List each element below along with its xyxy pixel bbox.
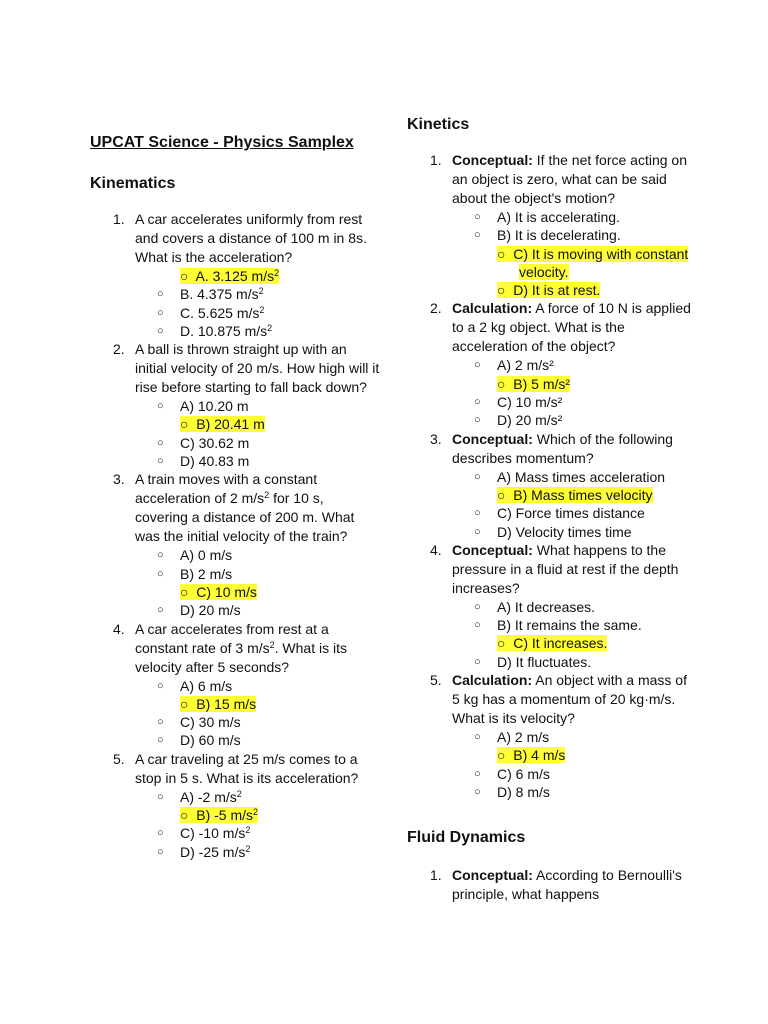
bullet-icon: ○: [497, 486, 506, 503]
bullet-icon: ○: [497, 282, 506, 299]
bullet-icon: ○: [474, 731, 481, 744]
option-item: [452, 653, 697, 671]
option-text: C) Force times distance: [497, 505, 645, 522]
question-item: [90, 750, 380, 861]
question-number: 3.: [113, 471, 125, 488]
option-item: [452, 468, 697, 486]
option-text: C. 5.625 m/s: [180, 304, 260, 321]
bullet-icon: ○: [157, 455, 164, 468]
bullet-icon: ○: [180, 268, 189, 284]
option-text: D) 20 m/s: [180, 602, 241, 619]
option-item: [135, 677, 380, 695]
option-item: [135, 713, 380, 731]
option-text: B) 5 m/s²: [513, 375, 571, 392]
option-text: D) It fluctuates.: [497, 653, 592, 670]
option-item: [452, 746, 697, 764]
option-list: [135, 546, 380, 619]
option-text: C) It is moving with constant velocity.: [513, 245, 689, 280]
question-text: A car traveling at 25 m/s comes to a stop in 5 s. What is its acceleration?: [135, 750, 359, 786]
option-item: [135, 788, 380, 806]
bullet-icon: ○: [474, 414, 481, 427]
option-item: [452, 523, 697, 541]
option-item: [135, 565, 380, 583]
option-item: [452, 783, 697, 801]
bullet-icon: ○: [474, 767, 481, 780]
question-item: [90, 210, 380, 340]
option-text: A) 2 m/s²: [497, 357, 554, 374]
bullet-icon: ○: [180, 583, 189, 600]
option-list: [452, 728, 697, 801]
option-text: C) 30 m/s: [180, 714, 241, 731]
option-text: D) 40.83 m: [180, 453, 250, 470]
option-item: [135, 415, 380, 433]
question-text: Conceptual: If the net force acting on an object is zero, what can be said about the object's motion?: [452, 152, 687, 206]
question-text: A ball is thrown straight up with an initial velocity of 20 m/s. How high will it rise before starting to fall back down?: [135, 341, 380, 396]
bullet-icon: ○: [157, 436, 164, 449]
bullet-icon: ○: [180, 807, 189, 824]
option-text: B) It remains the same.: [497, 617, 642, 634]
option-text: A) 6 m/s: [180, 677, 233, 694]
question-number: 1.: [430, 867, 442, 883]
option-text: C) 30.62 m: [180, 434, 250, 451]
option-item: [452, 393, 697, 411]
option-text: A) 2 m/s: [497, 729, 550, 746]
option-text: C) It increases.: [513, 635, 608, 652]
question-type-label: Calculation:: [452, 300, 533, 317]
question-number: 1.: [430, 152, 442, 168]
option-text: A) 0 m/s: [180, 547, 233, 564]
bullet-icon: ○: [157, 790, 164, 803]
question-text: Calculation: A force of 10 N is applied to a 2 kg object. What is the acceleration of the object?: [452, 300, 691, 355]
bullet-icon: ○: [474, 619, 481, 632]
bullet-icon: ○: [474, 211, 481, 223]
option-text: D) It is at rest.: [513, 282, 601, 299]
question-text: Conceptual: According to Bernoulli's principle, what happens: [452, 867, 682, 902]
option-list: [452, 598, 697, 671]
option-text: D) Velocity times time: [497, 523, 632, 540]
option-text: C) 10 m/s: [196, 583, 257, 600]
question-item: [407, 671, 697, 801]
option-text: A) Mass times acceleration: [497, 468, 666, 485]
question-type-label: Conceptual:: [452, 541, 533, 558]
option-text: B) -5 m/s: [196, 807, 254, 824]
option-list: [452, 208, 697, 299]
option-list: [452, 356, 697, 429]
option-item: [135, 452, 380, 470]
fluid-dynamics-question-list: [407, 866, 697, 904]
question-item: [90, 340, 380, 470]
option-text: C) 10 m/s²: [497, 394, 563, 411]
kinetics-question-list: [407, 151, 697, 801]
question-item: [407, 430, 697, 541]
bullet-icon: ○: [180, 695, 189, 712]
bullet-icon: ○: [497, 635, 506, 652]
bullet-icon: ○: [497, 747, 506, 764]
option-item: [135, 546, 380, 564]
question-item: [90, 620, 380, 750]
bullet-icon: ○: [157, 306, 164, 319]
option-item: [135, 843, 380, 861]
bullet-icon: ○: [474, 359, 481, 372]
bullet-icon: ○: [497, 375, 506, 392]
option-item: [452, 208, 697, 226]
option-item: [452, 728, 697, 746]
option-text: A) -2 m/s: [180, 788, 237, 805]
question-item: [407, 299, 697, 429]
question-item: [407, 151, 697, 299]
question-number: 5.: [113, 750, 125, 767]
option-text: B) 15 m/s: [196, 695, 257, 712]
question-item: [90, 470, 380, 619]
option-item: [452, 486, 697, 504]
question-text: A car accelerates uniformly from rest and covers a distance of 100 m in 8s. What is the acceleration?: [135, 211, 367, 265]
option-item: [135, 434, 380, 452]
option-text: D) 60 m/s: [180, 732, 241, 749]
option-item: [135, 267, 380, 285]
option-item: [135, 583, 380, 601]
option-list: [135, 677, 380, 750]
option-sup: 2: [267, 322, 273, 333]
option-item: [452, 226, 697, 244]
bullet-icon: ○: [157, 604, 164, 617]
question-number: 3.: [430, 430, 442, 447]
option-text: D) 20 m/s²: [497, 412, 563, 429]
option-item: [452, 598, 697, 616]
bullet-icon: ○: [157, 567, 164, 580]
option-sup: 2: [258, 286, 264, 297]
option-text: C) -10 m/s: [180, 825, 246, 842]
option-sup: 2: [259, 304, 265, 315]
option-item: [452, 504, 697, 522]
question-number: 4.: [113, 620, 125, 637]
question-number: 2.: [430, 300, 442, 317]
question-type-label: Conceptual:: [452, 152, 533, 168]
document-title: UPCAT Science - Physics Samplex: [90, 134, 354, 151]
option-text: C) 6 m/s: [497, 765, 550, 782]
option-sup: 2: [245, 843, 251, 854]
option-text: D. 10.875 m/s: [180, 322, 268, 339]
option-item: [135, 397, 380, 415]
option-text: B) 20.41 m: [196, 416, 265, 433]
option-item: [452, 375, 697, 393]
bullet-icon: ○: [157, 679, 164, 692]
option-sup: 2: [253, 807, 259, 818]
option-item: [452, 616, 697, 634]
bullet-icon: ○: [157, 734, 164, 747]
question-number: 1.: [113, 211, 125, 227]
bullet-icon: ○: [157, 400, 164, 413]
bullet-icon: ○: [157, 288, 164, 301]
option-item: [135, 731, 380, 749]
bullet-icon: ○: [157, 845, 164, 858]
option-item: [135, 285, 380, 303]
section-heading-fluid-dynamics: Fluid Dynamics: [407, 829, 526, 846]
bullet-icon: ○: [474, 600, 481, 613]
section-heading-kinetics: Kinetics: [407, 116, 470, 133]
bullet-icon: ○: [180, 416, 189, 433]
question-text: Conceptual: Which of the following describes momentum?: [452, 430, 673, 466]
kinematics-question-list: [90, 210, 380, 861]
question-number: 4.: [430, 541, 442, 558]
bullet-icon: ○: [157, 324, 164, 337]
option-list: [135, 267, 380, 340]
bullet-icon: ○: [157, 549, 164, 562]
question-item: [407, 541, 697, 671]
option-item: [135, 322, 380, 340]
bullet-icon: ○: [474, 655, 481, 668]
option-text: B) It is decelerating.: [497, 227, 621, 244]
question-text: Conceptual: What happens to the pressure in a fluid at rest if the depth increases?: [452, 541, 679, 596]
bullet-icon: ○: [157, 827, 164, 840]
option-item: [135, 601, 380, 619]
bullet-icon: ○: [474, 470, 481, 483]
option-text: A. 3.125 m/s: [195, 268, 275, 284]
bullet-icon: ○: [474, 785, 481, 798]
question-number: 2.: [113, 341, 125, 358]
question-type-label: Conceptual:: [452, 430, 533, 447]
option-text: A) It is accelerating.: [497, 209, 620, 225]
option-item: [135, 824, 380, 842]
question-type-label: Conceptual:: [452, 867, 533, 883]
question-type-label: Calculation:: [452, 672, 533, 689]
option-item: [135, 695, 380, 713]
question-item: [407, 866, 697, 904]
bullet-icon: ○: [474, 229, 481, 242]
bullet-icon: ○: [474, 396, 481, 409]
option-text: B) 4 m/s: [513, 747, 566, 764]
question-text: A car accelerates from rest at a constant rate of 3 $m/s^2$. What is its velocity after 5 seconds?: [135, 620, 347, 675]
bullet-icon: ○: [474, 507, 481, 520]
option-item: [452, 765, 697, 783]
bullet-icon: ○: [474, 525, 481, 538]
question-text: Calculation: An object with a mass of 5 kg has a momentum of 20 kg·m/s. What is its velocity?: [452, 672, 687, 727]
option-item: [452, 634, 697, 652]
option-text: D) -25 m/s: [180, 843, 246, 860]
option-list: [452, 468, 697, 541]
option-text: B) 2 m/s: [180, 565, 233, 582]
option-item: [452, 245, 697, 282]
option-text: B. 4.375 m/s: [180, 286, 259, 303]
option-item: [452, 281, 697, 299]
option-list: [135, 397, 380, 470]
option-text: D) 8 m/s: [497, 783, 550, 800]
question-text: A train moves with a constant acceleration of 2 $m/s^2$ for 10 s, covering a distance of 200 m. What was the initial velocity of the train?: [135, 471, 355, 545]
section-heading-kinematics: Kinematics: [90, 175, 176, 192]
option-sup: 2: [245, 825, 251, 836]
option-item: [452, 356, 697, 374]
option-text: A) It decreases.: [497, 598, 596, 615]
option-list: [135, 788, 380, 861]
option-sup: 2: [274, 268, 280, 278]
option-item: [135, 304, 380, 322]
bullet-icon: ○: [497, 245, 506, 262]
bullet-icon: ○: [157, 716, 164, 729]
option-item: [452, 411, 697, 429]
option-text: B) Mass times velocity: [513, 486, 653, 503]
option-sup: 2: [236, 788, 242, 799]
option-item: [135, 806, 380, 824]
question-number: 5.: [430, 672, 442, 689]
option-text: A) 10.20 m: [180, 398, 249, 415]
